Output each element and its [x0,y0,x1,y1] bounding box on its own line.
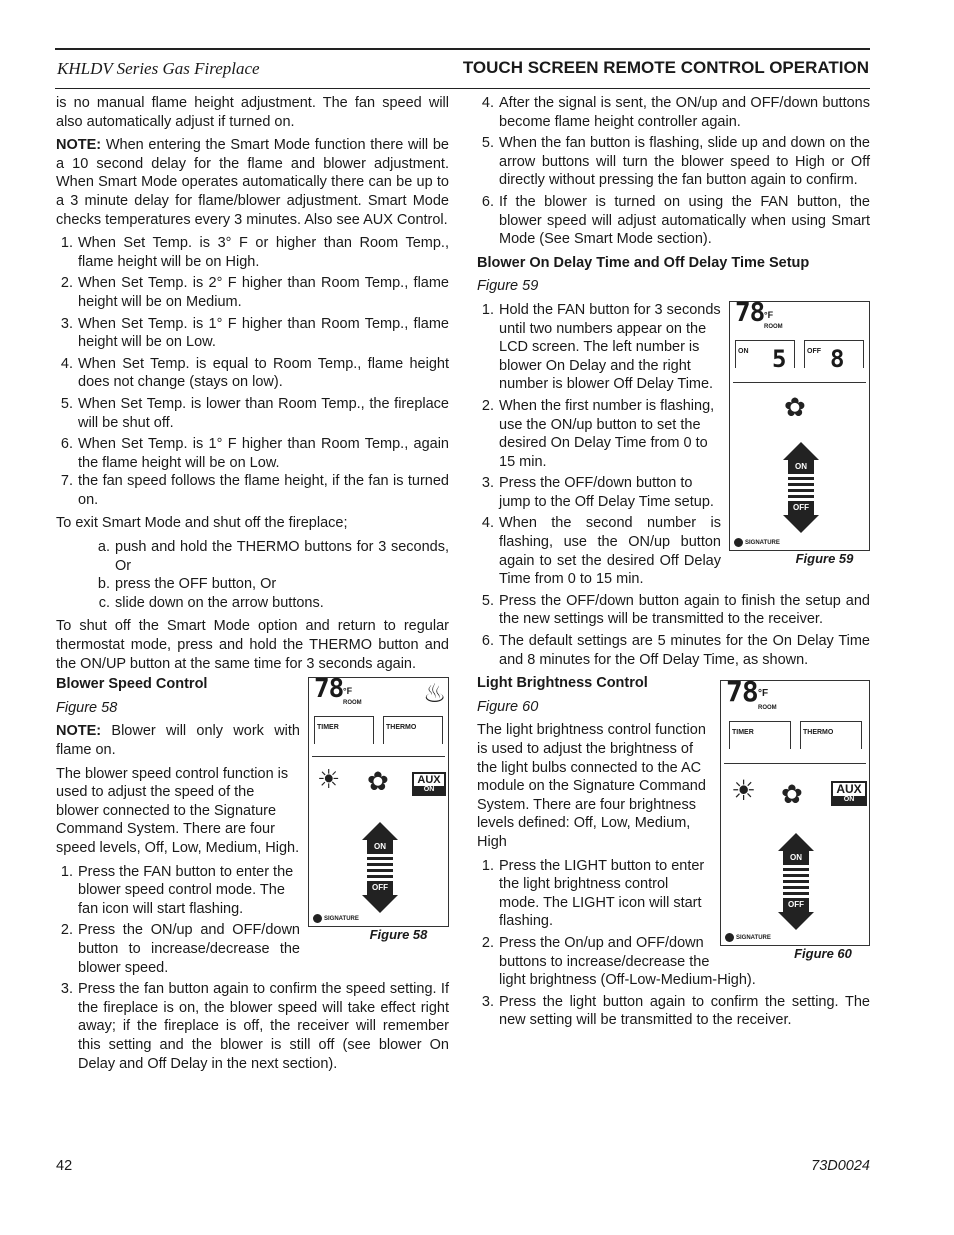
room-label: ROOM [758,705,777,712]
divider [733,382,866,383]
list-item: 2. When the first number is flashing, use the ON/up button to set the desired On Delay Time from 0 to 15 min. [498,397,870,471]
down-arrow-icon [362,895,398,913]
list-item: 1. Hold the FAN button for 3 seconds until two numbers appear on the LCD screen. The left number is blower On Delay and the right number is blower Off Delay Time. [498,301,870,394]
room-label: ROOM [764,323,783,330]
smart-mode-list [56,234,449,509]
paragraph: The light brightness control function is used to adjust the brightness of the light bulbs connected to the AC module on the Signature Command System. There are four brightness levels defined: Off, Low, Medium, High [477,722,706,850]
note-text: When entering the Smart Mode function there will be a 10 second delay for the flame and blower adjustment. When Smart Mode operates automatically there can be up to a 3 minute delay for flame/blower adjustment. Smart Mode checks temperatures every 3 minutes. Also see AUX Control. [56,137,449,228]
exit-intro: To exit Smart Mode and shut off the fireplace; [56,515,348,532]
list-item: 6. If the blower is turned on using the FAN button, the blower speed will adjust automatically when using Smart Mode (See Smart Mode section). [498,193,870,249]
arrow-on-label: ON [367,840,393,854]
signature-logo: SIGNATURE [725,929,771,948]
list-item: 3. Press the fan button again to confirm the speed setting. If the fireplace is on, the blower speed will take effect right away; if the fireplace is off, the receiver will remember this setting and the blower is still off (see blower On Delay and Off Delay in the next section). [77,980,449,1073]
aux-label: AUX [417,774,441,787]
list-item: 1. Press the FAN button to enter the blower speed control mode. The fan icon will start flashing. [77,863,449,919]
fan-icon: ✿ [784,391,806,422]
right-column [477,94,870,1035]
list-item: 7. the fan speed follows the flame height, if the fan is turned on. [77,472,449,509]
temperature-readout: 78 [735,297,765,328]
level-bars [783,868,809,895]
note-text: Blower will only work with flame on. [56,723,300,758]
section-heading: Blower Speed Control [56,676,208,693]
list-item: 2. Press the On/up and OFF/down buttons to increase/decrease the light brightness (Off-Low-Medium-High). [498,934,870,990]
thermo-box: THERMO [383,716,443,744]
divider [724,763,866,764]
list-item: 4. When Set Temp. is equal to Room Temp., flame height does not change (stays on low). [77,355,449,392]
unit-label: °F [764,309,774,320]
section-heading: Blower On Delay Time and Off Delay Time Setup [477,254,810,271]
list-item: 4. When the second number is flashing, use the ON/up button again to set the desired Off Delay Time from 0 to 15 min. [498,514,870,588]
fan-icon: ✿ [781,779,803,810]
section-heading: Light Brightness Control [477,675,648,692]
lcd-screen [729,297,870,551]
figure-caption: Figure 60 [794,946,852,962]
on-delay-box: ON [735,340,795,368]
list-item: b. press the OFF button, Or [114,575,449,594]
note-label: NOTE: [56,137,102,154]
arrow-on-label: ON [788,460,814,474]
level-bars [788,477,814,498]
bulb-icon: ☀ [731,775,757,807]
page-number: 42 [56,1158,73,1174]
unit-label: °F [758,688,769,700]
figure-reference: Figure 59 [477,278,539,295]
blower-list-continued [477,94,870,249]
list-item: 6. When Set Temp. is 1° F higher than Room Temp., again the flame height will be on Low. [77,435,449,472]
arrow-off-label: OFF [367,881,393,895]
up-arrow-icon [362,822,398,840]
aux-icon [412,772,446,796]
thermo-box: THERMO [800,721,862,749]
arrow-slider [776,833,816,930]
paragraph: is no manual flame height adjustment. The fan speed will also automatically adjust if turned on. [56,95,449,130]
off-delay-box: OFF [804,340,864,368]
level-bars [367,857,393,878]
aux-on-label: ON [833,796,865,804]
section-title: TOUCH SCREEN REMOTE CONTROL OPERATION [462,58,869,77]
fan-icon: ✿ [367,766,389,797]
list-item: 5. When the fan button is flashing, slide up and down on the arrow buttons will turn the blower speed to High or Off directly without pressing the fan button again to confirm. [498,134,870,190]
figure-caption: Figure 58 [369,927,428,943]
arrow-slider [781,442,821,533]
note-label: NOTE: [56,723,102,740]
down-arrow-icon [778,912,814,930]
arrow-off-label: OFF [788,501,814,515]
signature-logo: SIGNATURE [734,534,780,553]
list-item: 1. Press the LIGHT button to enter the light brightness control mode. The LIGHT icon will start flashing. [498,857,870,931]
signature-logo: SIGNATURE [313,910,359,929]
on-delay-value: 5 [772,344,786,373]
timer-box: TIMER [314,716,374,744]
list-item: 2. Press the ON/up and OFF/down button to increase/decrease the blower speed. [77,921,449,977]
list-item: 1. When Set Temp. is 3° F or higher than Room Temp., flame height will be on High. [77,234,449,271]
down-arrow-icon [783,515,819,533]
list-item: c. slide down on the arrow buttons. [114,594,449,613]
figure-58 [308,674,449,943]
list-item: 5. Press the OFF/down button again to finish the setup and the new settings will be transmitted to the receiver. [498,592,870,629]
figure-59 [729,297,870,567]
room-label: ROOM [343,700,362,707]
list-item: a. push and hold the THERMO buttons for 3 seconds, Or [114,538,449,575]
left-column [56,94,449,1078]
list-item: 3. Press the light button again to confirm the setting. The new setting will be transmitted to the receiver. [498,993,870,1030]
up-arrow-icon [783,442,819,460]
list-item: 6. The default settings are 5 minutes for the On Delay Time and 8 minutes for the Off Delay Time, as shown. [498,632,870,669]
list-item: 5. When Set Temp. is lower than Room Temp., the fireplace will be shut off. [77,395,449,432]
figure-caption: Figure 59 [795,550,854,566]
paragraph: The blower speed control function is used to adjust the speed of the blower connected to the Signature Command System. There are four speed levels, Off, Low, Medium, High. [56,765,300,856]
lcd-screen [720,675,870,946]
aux-label: AUX [836,782,862,797]
list-item: 4. After the signal is sent, the ON/up and OFF/down buttons become flame height controller again. [498,94,870,131]
arrow-on-label: ON [783,851,809,865]
aux-icon [831,781,867,806]
flame-icon: ♨ [423,678,447,709]
exit-list [56,538,449,612]
list-item: 2. When Set Temp. is 2° F higher than Room Temp., flame height will be on Medium. [77,274,449,311]
up-arrow-icon [778,833,814,851]
arrow-slider [360,822,400,913]
temperature-readout: 78 [726,675,758,709]
figure-reference: Figure 60 [477,698,539,715]
manual-title: KHLDV Series Gas Fireplace [57,59,260,78]
figure-60 [720,675,870,962]
figure-reference: Figure 58 [56,699,118,716]
lcd-screen [308,674,449,927]
list-item: 3. Press the OFF/down button to jump to the Off Delay Time setup. [498,474,870,511]
bulb-icon: ☀ [317,764,341,795]
document-code: 73D0024 [811,1158,870,1174]
note-paragraph [56,136,449,229]
arrow-off-label: OFF [783,898,809,912]
paragraph: To shut off the Smart Mode option and return to regular thermostat mode, press and hold the THERMO button and the ON/UP button at the same time for 3 seconds again. [56,618,449,672]
temperature-readout: 78 [314,674,344,705]
aux-on-label: ON [414,786,444,794]
page-header [55,48,870,89]
unit-label: °F [343,686,353,697]
divider [312,756,445,757]
list-item: 3. When Set Temp. is 1° F higher than Room Temp., flame height will be on Low. [77,315,449,352]
timer-box: TIMER [729,721,791,749]
off-delay-value: 8 [830,344,844,373]
